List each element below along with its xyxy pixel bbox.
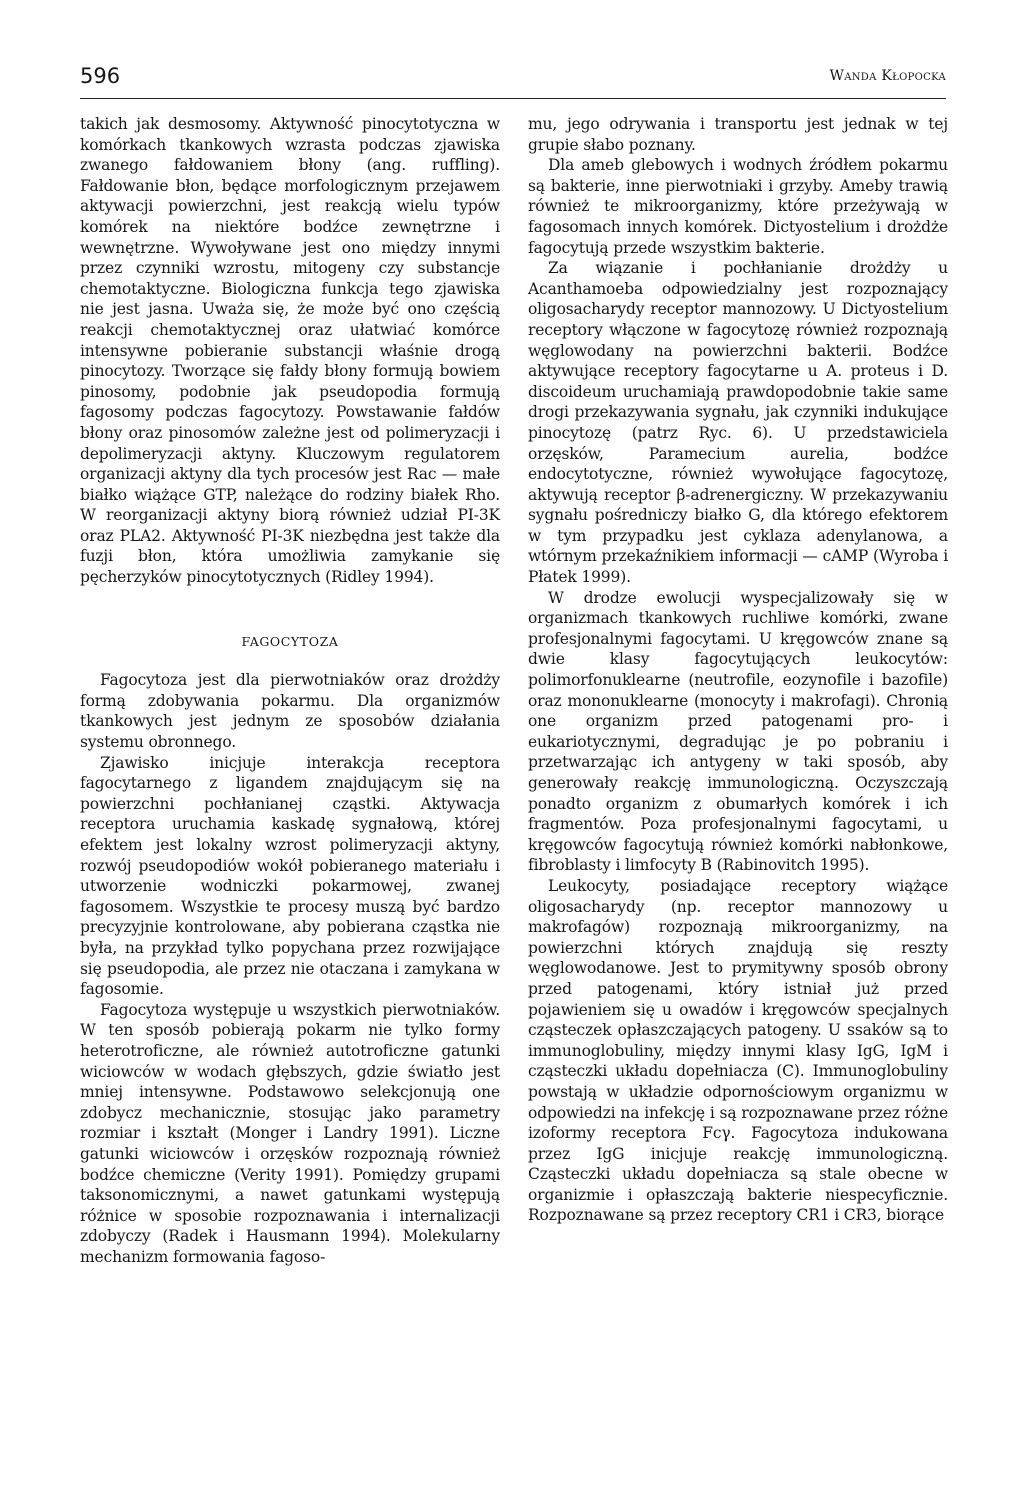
- paragraph: Fagocytoza występuje u wszystkich pierwotniaków. W ten sposób pobierają pokarm nie tylko formy heterotroficzne, ale również autotroficzne gatunki wiciowców w wodach głębszych, gdzie światło jest mniej intensywne. Podstawowo selekcjonują one zdobycz mechanicznie, stosując jako parametry rozmiar i kształt (Monger i Landry 1991). Liczne gatunki wiciowców i orzęsków rozpoznają również bodźce chemiczne (Verity 1991). Pomiędzy grupami taksonomicznymi, a nawet gatunkami występują różnice w sposobie rozpoznawania i internalizacji zdobyczy (Radek i Hausmann 1994). Molekularny mechanizm formowania fagoso-: [80, 1000, 500, 1266]
- paragraph: mu, jego odrywania i transportu jest jednak w tej grupie słabo poznany.: [528, 115, 948, 154]
- paragraph: W drodze ewolucji wyspecjalizowały się w organizmach tkankowych ruchliwe komórki, zwane profesjonalnymi fagocytami. U kręgowców znane są dwie klasy fagocytujących leukocytów: polimorfonuklearne (neutrofile, eozynofile i bazofile) oraz mononuklearne (monocyty i makrofagi). Chronią one organizm przed patogenami pro- i eukariotycznymi, degradując je po pobraniu i przetwarzając ich antygeny w taki sposób, aby generowały reakcję immunologiczną. Oczyszczają ponadto organizm z obumarłych komórek i ich fragmentów. Poza profesjonalnymi fagocytami, u kręgowców fagocytują również komórki nabłonkowe, fibroblasty i limfocyty B (Rabinovitch 1995).: [528, 588, 948, 875]
- paragraph: Leukocyty, posiadające receptory wiążące oligosacharydy (np. receptor mannozowy u makrofagów) rozpoznają mikroorganizmy, na powierzchni których znajdują się reszty węglowodanowe. Jest to prymitywny sposób obrony przed patogenami, który istniał już przed pojawieniem się u owadów i kręgowców specjalnych cząsteczek opłaszczających patogeny. U ssaków są to immunoglobuliny, między innymi klasy IgG, IgM i cząsteczki układu dopełniacza (C). Immunoglobuliny powstają w układzie odpornościowym organizmu w odpowiedzi na infekcję i są rozpoznawane przez różne izoformy receptora Fcγ. Fagocytoza indukowana przez IgG inicjuje reakcję immunologiczną. Cząsteczki układu dopełniacza są stale obecne w organizmie i opłaszczają bakterie niespecyficznie. Rozpoznawane są przez receptory CR1 i CR3, biorące: [528, 876, 948, 1225]
- section-title: FAGOCYTOZA: [241, 633, 339, 649]
- page-number: 596: [80, 64, 121, 88]
- page-header: [80, 64, 946, 99]
- paragraph: Dla ameb glebowych i wodnych źródłem pokarmu są bakterie, inne pierwotniaki i grzyby. Ameby trawią również te mikroorganizmy, które przeżywają w fagosomach innych komórek. Dictyostelium i drożdże fagocytują przede wszystkim bakterie.: [528, 156, 948, 257]
- paragraph: Za wiązanie i pochłanianie drożdży u Acanthamoeba odpowiedzialny jest rozpoznający oligosacharydy receptor mannozowy. U Dictyostelium receptory włączone w fagocytozę również rozpoznają węglowodany na powierzchni bakterii. Bodźce aktywujące receptory fagocytarne u A. proteus i D. discoideum uruchamiają prawdopodobnie takie same drogi przekazywania sygnału, jak czynniki indukujące pinocytozę (patrz Ryc. 6). U przedstawiciela orzęsków, Paramecium aurelia, bodźce endocytotyczne, również wywołujące fagocytozę, aktywują receptor β-adrenergiczny. W przekazywaniu sygnału pośredniczy białko G, dla którego efektorem w tym przypadku jest cyklaza adenylanowa, a wtórnym przekaźnikiem informacji — cAMP (Wyroba i Płatek 1999).: [528, 259, 948, 587]
- paragraph: Zjawisko inicjuje interakcja receptora fagocytarnego z ligandem znajdującym się na powierzchni pochłanianej cząstki. Aktywacja receptora uruchamia kaskadę sygnałową, której efektem jest lokalny wzrost polimeryzacji aktyny, rozwój pseudopodiów wokół pobieranego materiału i utworzenie wodniczki pokarmowej, zwanej fagosomem. Wszystkie te procesy muszą być bardzo precyzyjnie kontrolowane, aby pobierana cząstka nie była, na przykład tylko popychana przez rozwijające się pseudopodia, ale przez nie otaczana i zamykana w fagosomie.: [80, 753, 500, 999]
- running-head-author: Wanda Kłopocka: [829, 68, 946, 84]
- paragraph: Fagocytoza jest dla pierwotniaków oraz drożdży formą zdobywania pokarmu. Dla organizmów tkankowych jest jednym ze sposobów działania systemu obronnego.: [80, 671, 500, 752]
- paragraph: takich jak desmosomy. Aktywność pinocytotyczna w komórkach tkankowych wzrasta podczas zjawiska zwanego fałdowaniem błony (ang. ruffling). Fałdowanie błon, będące morfologicznym przejawem aktywacji powierzchni, jest reakcją wielu typów komórek na niektóre bodźce zewnętrzne i wewnętrzne. Wywoływane jest ono między innymi przez czynniki wzrostu, mitogeny czy substancje chemotaktyczne. Biologiczna funkcja tego zjawiska nie jest jasna. Uważa się, że może być ono częścią reakcji chemotaktycznej oraz ułatwiać komórce intensywne pobieranie substancji właśnie drogą pinocytozy. Tworzące się fałdy błony formują bowiem pinosomy, podobnie jak pseudopodia formują fagosomy podczas fagocytozy. Powstawanie fałdów błony oraz pinosomów zależne jest od polimeryzacji i depolimeryzacji aktyny. Kluczowym regulatorem organizacji aktyny dla tych procesów jest Rac — małe białko wiążące GTP, należące do rodziny białek Rho. W reorganizacji aktyny biorą również udział PI-3K oraz PLA2. Aktywność PI-3K niezbędna jest także dla fuzji błon, która umożliwia zamykanie się pęcherzyków pinocytotycznych (Ridley 1994).: [80, 115, 500, 587]
- left-column: [80, 114, 500, 1267]
- right-column: [528, 114, 948, 1226]
